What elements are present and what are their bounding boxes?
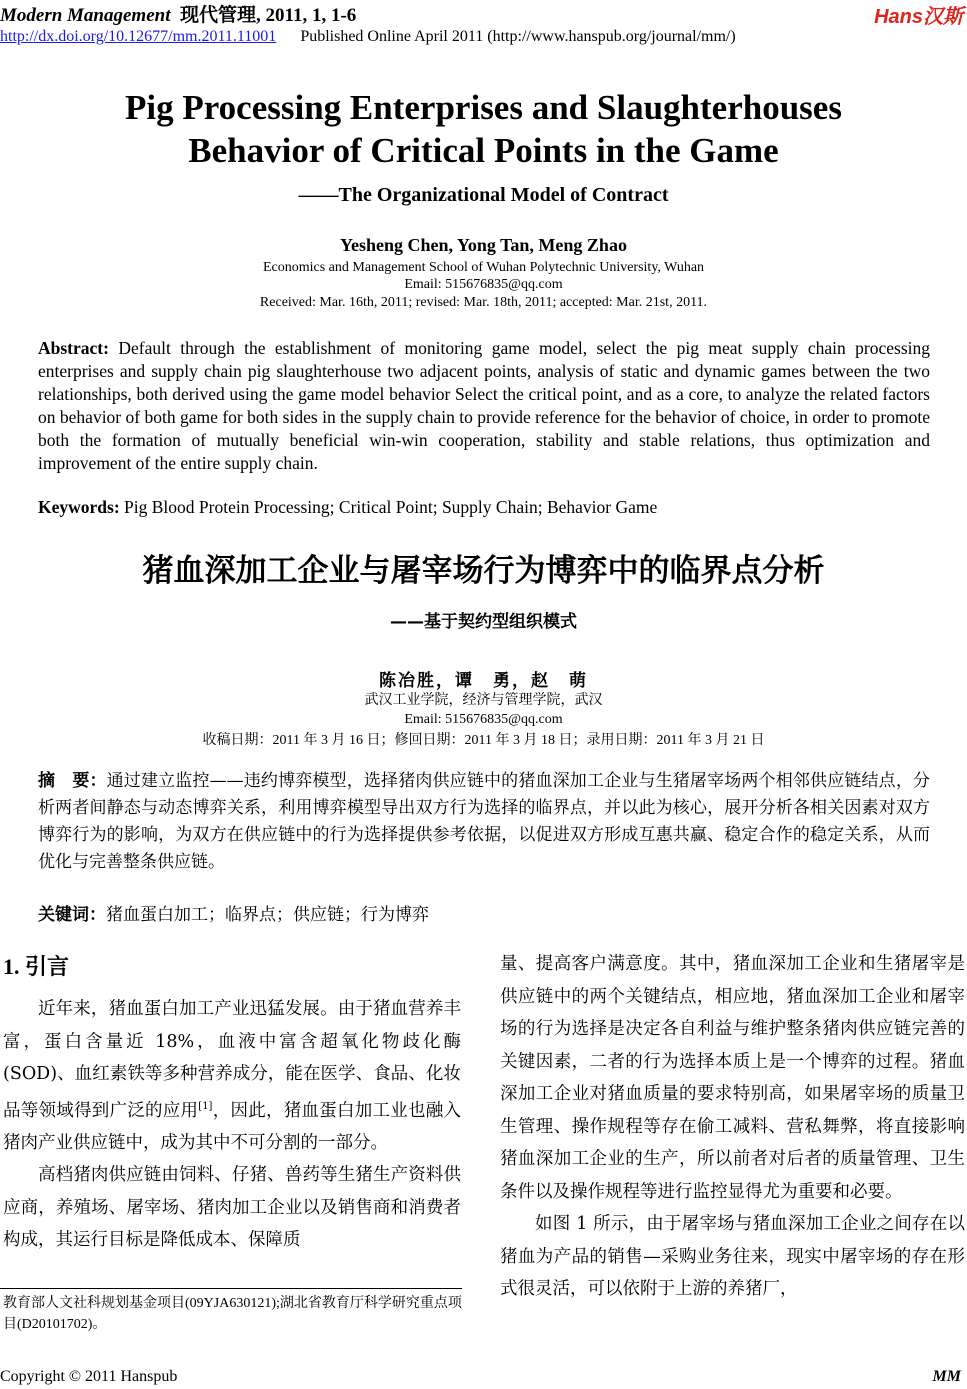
left-column xyxy=(3,993,461,1257)
journal-header xyxy=(0,0,356,27)
paragraph: 如图 1 所示，由于屠宰场与猪血深加工企业之间存在以猪血为产品的销售—采购业务往来，现实中屠宰场的存在形式很灵活，可以依附于上游的养猪厂， xyxy=(500,1214,965,1299)
copyright: Copyright © 2011 Hanspub xyxy=(0,1368,178,1385)
english-title xyxy=(0,86,967,172)
cn-abstract-text: 通过建立监控——违约博弈模型，选择猪肉供应链中的猪血深加工企业与生猪屠宰场两个相邻供应链结点，分析两者间静态与动态博弈关系，利用博弈模型导出双方行为选择的临界点，并以此为核心，展开分析各相关因素对双方博弈行为的影响，为双方在供应链中的行为选择提供参考依据，以促进双方形成互惠共赢、稳定合作的稳定关系，从而优化与完善整条供应链。 xyxy=(38,771,930,872)
english-authors: Yesheng Chen, Yong Tan, Meng Zhao xyxy=(340,235,627,255)
footnote-divider xyxy=(0,1288,462,1289)
paragraph xyxy=(3,993,461,1159)
paragraph: 量、提高客户满意度。其中，猪血深加工企业和生猪屠宰是供应链中的两个关键结点，相应地，猪血深加工企业和屠宰场的行为选择是决定各自利益与维护整条猪肉供应链完善的关键因素，二者的行为选择本质上是一个博弈的过程。猪血深加工企业对猪血质量的要求特别高，如果屠宰场的质量卫生管理、操作规程等存在偷工减料、营私舞弊，将直接影响猪血深加工企业的生产，所以前者对后者的质量管理、卫生条件以及操作规程等进行监控显得尤为重要和必要。 xyxy=(500,954,965,1202)
published-info: Published Online April 2011 (http://www.hanspub.org/journal/mm/) xyxy=(300,28,736,45)
journal-name: Modern Management xyxy=(0,5,171,26)
journal-info: 现代管理, 2011, 1, 1-6 xyxy=(180,5,357,26)
english-affiliation: Economics and Management School of Wuhan Polytechnic University, Wuhan xyxy=(262,260,705,275)
section-heading: 1. 引言 xyxy=(3,954,70,979)
english-dates: Received: Mar. 16th, 2011; revised: Mar. 18th, 2011; accepted: Mar. 21st, 2011. xyxy=(259,295,708,310)
english-subtitle: ——The Organizational Model of Contract xyxy=(298,184,669,206)
journal-abbr: MM xyxy=(932,1368,961,1385)
english-email: Email: 515676835@qq.com xyxy=(404,277,563,292)
english-abstract xyxy=(38,337,930,475)
abstract-label: Abstract: xyxy=(38,338,109,358)
footnote: 教育部人文社科规划基金项目(09YJA630121);湖北省教育厅科学研究重点项目(D20101702)。 xyxy=(3,1296,462,1332)
chinese-affiliation: 武汉工业学院，经济与管理学院，武汉 xyxy=(364,693,603,708)
chinese-authors: 陈冶胜，谭 勇，赵 萌 xyxy=(379,671,588,690)
chinese-email: Email: 515676835@qq.com xyxy=(404,712,563,727)
right-column xyxy=(500,948,965,1306)
chinese-keywords xyxy=(38,900,429,925)
title-line-1: Pig Processing Enterprises and Slaughterhouses xyxy=(125,88,842,127)
cn-keywords-label: 关键词： xyxy=(38,905,106,925)
chinese-title: 猪血深加工企业与屠宰场行为博弈中的临界点分析 xyxy=(142,553,825,589)
doi-line xyxy=(0,28,736,46)
hans-logo: Hans汉斯 xyxy=(874,6,963,28)
cn-abstract-label: 摘 要： xyxy=(38,771,107,791)
paragraph-text: ，因此，猪血蛋白加工业也融入猪肉产业供应链中，成为其中不可分割的一部分。 xyxy=(3,1100,462,1153)
citation[interactable]: [1] xyxy=(198,1100,213,1112)
chinese-subtitle: ——基于契约型组织模式 xyxy=(390,612,577,632)
cn-keywords-text: 猪血蛋白加工；临界点；供应链；行为博弈 xyxy=(106,905,429,925)
keywords-text: Pig Blood Protein Processing; Critical Point; Supply Chain; Behavior Game xyxy=(124,497,658,517)
paragraph-text: 近年来，猪血蛋白加工产业迅猛发展。由于猪血营养丰富，蛋白含量近 18%，血液中富含超氧化物歧化酶(SOD)、血红素铁等多种营养成分，能在医学、食品、化妆品等领域得到广泛的应用 xyxy=(3,999,461,1121)
paragraph: 高档猪肉供应链由饲料、仔猪、兽药等生猪生产资料供应商，养殖场、屠宰场、猪肉加工企业以及销售商和消费者构成，其运行目标是降低成本、保障质 xyxy=(3,1165,461,1251)
english-keywords xyxy=(38,497,657,518)
doi-link[interactable]: http://dx.doi.org/10.12677/mm.2011.11001 xyxy=(0,28,277,45)
title-line-2: Behavior of Critical Points in the Game xyxy=(188,131,779,170)
keywords-label: Keywords: xyxy=(38,497,120,517)
chinese-abstract xyxy=(38,768,930,876)
abstract-text: Default through the establishment of monitoring game model, select the pig meat supply chain processing enterprises and supply chain pig slaughterhouse two adjacent points, analysis of static and dynamic games between the two relationships, both derived using the game model behavior Select the critical point, and as a core, to analyze the related factors on behavior of both game for both sides in the supply chain to provide reference for the behavior of choice, in order to promote both the formation of mutually beneficial win-win cooperation, stability and stable relations, thus optimization and improvement of the entire supply chain. xyxy=(38,338,931,473)
chinese-dates: 收稿日期：2011 年 3 月 16 日；修回日期：2011 年 3 月 18 日；录用日期：2011 年 3 月 21 日 xyxy=(202,733,765,748)
